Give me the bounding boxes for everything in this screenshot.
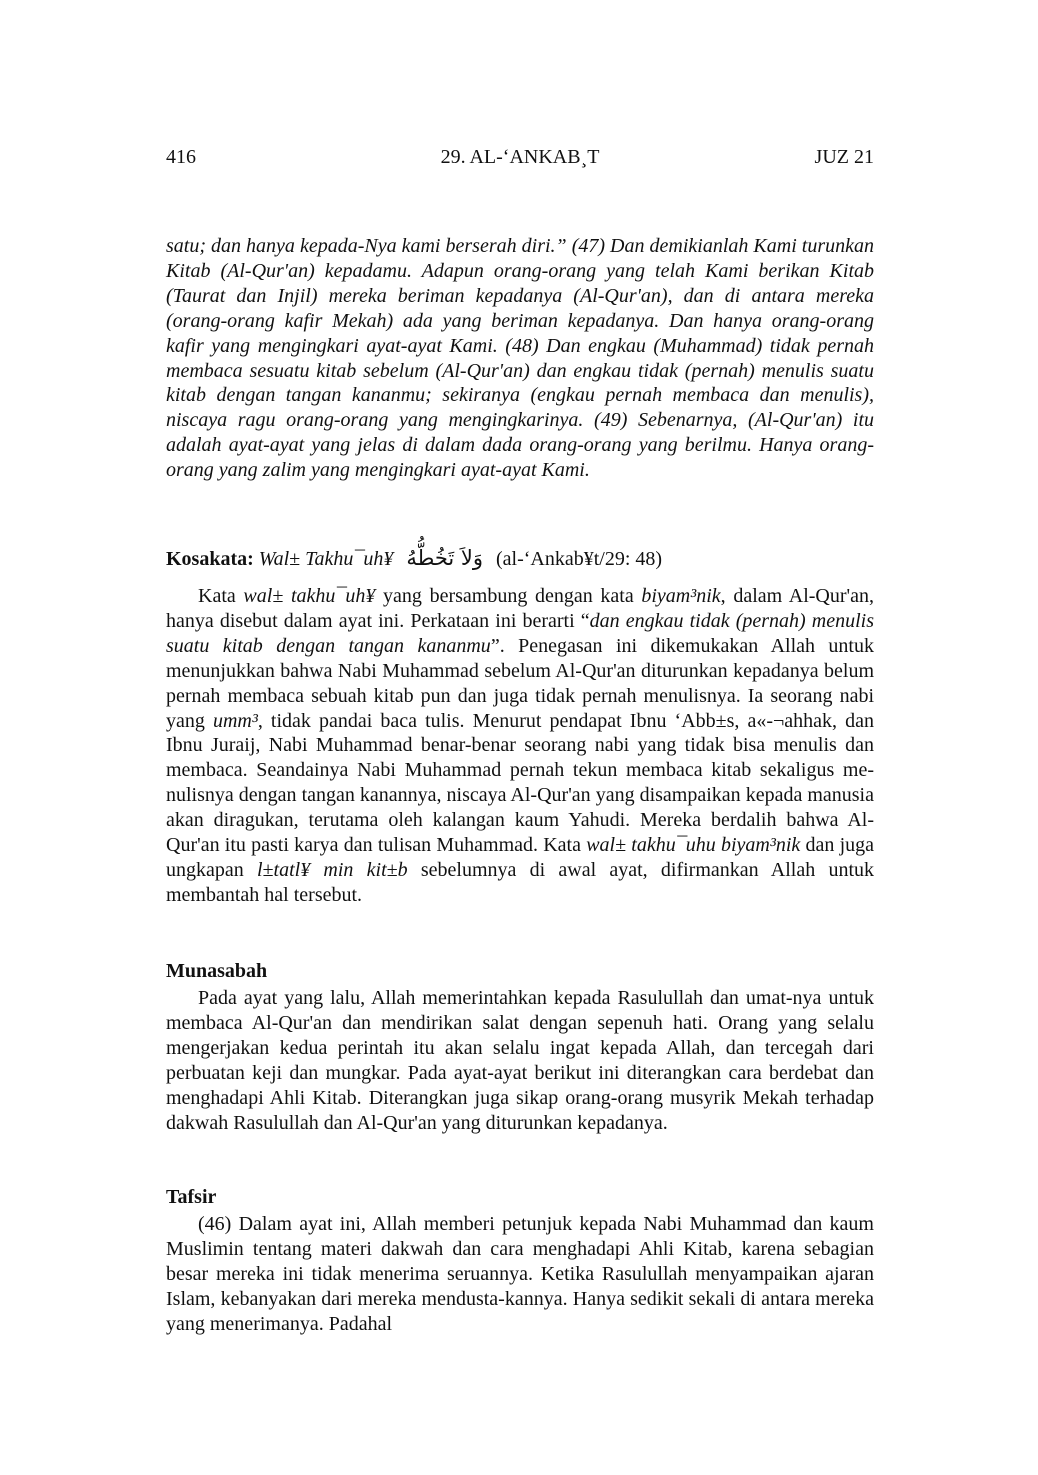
kosakata-text: , tidak pandai baca tulis. Menurut pendapat Ibnu ‘Abb±s, a«-¬ahhak, dan Ibnu Juraij, Nabi Muhammad benar-benar seorang nabi yang tidak bisa menulis dan membaca. Seandainya Nabi Muhammad pernah tekun membaca kitab sekaligus me-nulisnya dengan tangan kanannya, niscaya Al-Qur'an yang disampaikan kepada manusia akan diragukan, terutama oleh kalangan kaum Yahudi. Mereka berdalih bahwa Al-Qur'an itu pasti karya dan tulisan Muhammad. Kata	[166, 709, 874, 857]
kosakata-text: dan juga ungkapan	[166, 834, 875, 881]
kosakata-text: , dalam Al-Qur'an, hanya disebut dalam ayat ini. Perkataan ini berarti “	[166, 585, 874, 632]
kosakata-reference: (al-‘Ankab¥t/29: 48)	[496, 548, 663, 570]
translation-paragraph: satu; dan hanya kepada-Nya kami berserah diri.” (47) Dan demikianlah Kami turunkan Kitab (Al-Qur'an) kepadamu. Adapun orang-orang yang telah Kami berikan Kitab (Taurat dan Injil) mereka beriman kepadanya (Al-Qur'an), dan di antara mereka (orang-orang kafir Mekah) ada yang beriman kepadanya. Dan hanya orang-orang kafir yang mengingkari ayat-ayat Kami. (48) Dan engkau (Muhammad) tidak pernah membaca sesuatu kitab sebelum (Al-Qur'an) dan engkau tidak (pernah) menulis suatu kitab dengan tangan kananmu; sekiranya (engkau pernah membaca dan menulis), niscaya ragu orang-orang yang mengingkarinya. (49) Sebenarnya, (Al-Qur'an) itu adalah ayat-ayat yang jelas di dalam dada orang-orang yang berilmu. Hanya orang-orang yang zalim yang mengingkari ayat-ayat Kami.	[166, 235, 874, 482]
kosakata-text: ”. Penegasan ini dikemukakan Allah untuk menunjukkan bahwa Nabi Muhammad sebelum Al-Qur'an diturunkan kepadanya belum pernah membaca sebuah kitab pun dan juga tidak pernah menulisnya. Ia seorang nabi yang	[166, 634, 874, 732]
kosakata-line	[166, 544, 874, 573]
munasabah-paragraph: Pada ayat yang lalu, Allah memerintahkan kepada Rasulullah dan umat-nya untuk membaca Al-Qur'an dan mendirikan salat dengan sepenuh hati. Orang yang selalu mengerjakan kedua perintah itu akan selalu ingat kepada Allah, dan tercegah dari perbuatan keji dan mungkar. Pada ayat-ayat berikut ini diterangkan cara berdebat dan menghadapi Ahli Kitab. Diterangkan juga sikap orang-orang musyrik Mekah terhadap dakwah Rasulullah dan Al-Qur'an yang diturunkan kepadanya.	[166, 987, 874, 1134]
munasabah-heading: Munasabah	[166, 960, 268, 982]
kosakata-arabic: وَلاَ تَخُطُّهُ	[406, 546, 484, 570]
kosakata-term: Wal± Takhu¯uh¥	[258, 548, 394, 570]
kosakata-italic: l±tatl¥ min kit±b	[256, 858, 408, 881]
kosakata-text: sebelumnya di awal ayat, difirmankan Allah untuk membantah hal tersebut.	[166, 858, 875, 906]
kosakata-italic: biyam³nik	[641, 585, 721, 607]
tafsir-paragraph: (46) Dalam ayat ini, Allah memberi petunjuk kepada Nabi Muhammad dan kaum Muslimin tentang materi dakwah dan cara menghadapi Ahli Kitab, karena sebagian besar mereka ini tidak menerima seruannya. Ketika Rasulullah menyampaikan ajaran Islam, kebanyakan dari mereka mendusta-kannya. Hanya sedikit sekali di antara mereka yang menerimanya. Padahal	[166, 1213, 874, 1335]
page-header	[166, 146, 874, 174]
kosakata-text: Kata	[198, 585, 244, 607]
kosakata-label: Kosakata:	[166, 548, 254, 570]
page	[166, 0, 874, 1475]
page-number: 416	[166, 146, 196, 168]
kosakata-italic: umm³	[212, 709, 258, 732]
juz-label: JUZ 21	[814, 146, 874, 168]
kosakata-italic: wal± takhu¯uhu biyam³nik	[586, 834, 801, 857]
kosakata-text: yang bersambung dengan kata	[375, 585, 642, 607]
tafsir-heading: Tafsir	[166, 1186, 217, 1208]
surah-title: 29. AL-‘ANKAB¸T	[440, 146, 600, 168]
kosakata-italic: dan engkau tidak (pernah) menulis suatu kitab dengan tangan kananmu	[166, 609, 874, 657]
kosakata-paragraph	[166, 584, 874, 908]
kosakata-italic: wal± takhu¯uh¥	[243, 585, 376, 607]
